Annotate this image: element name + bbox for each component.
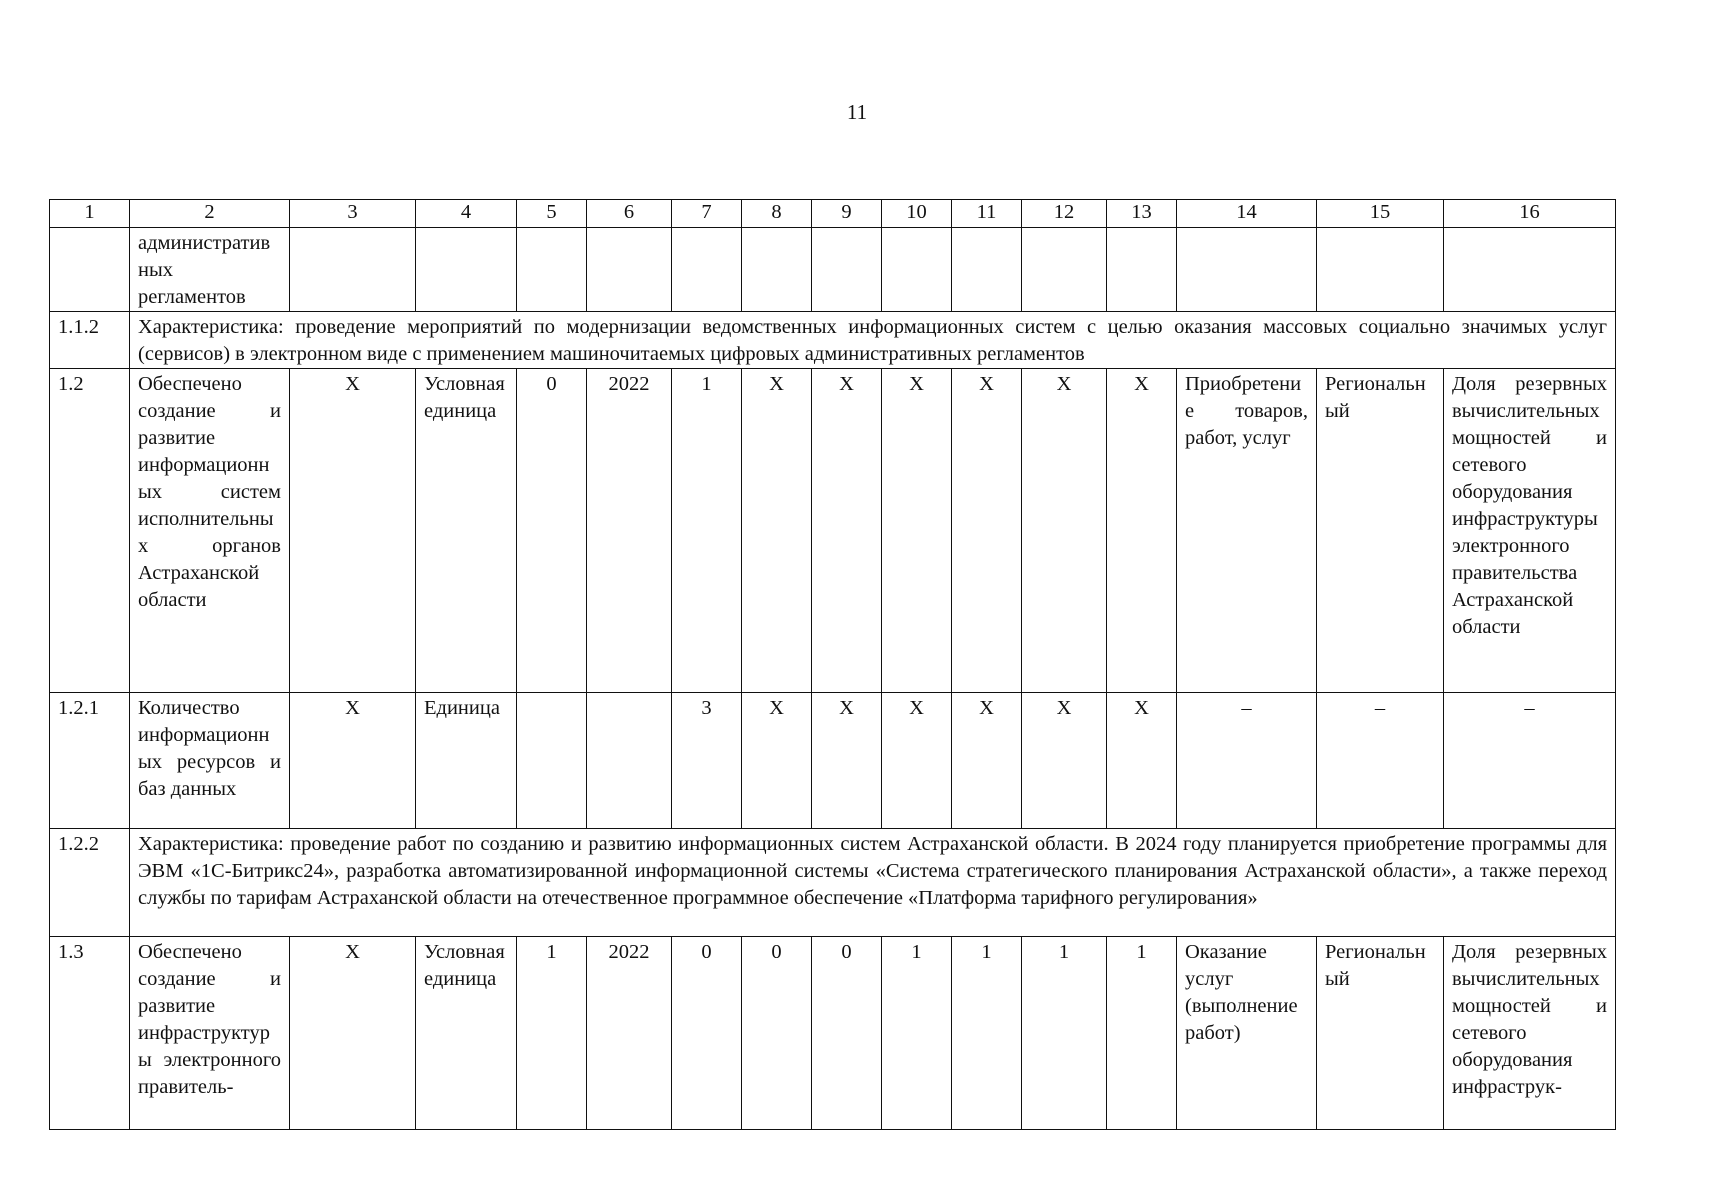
col-header: 15 <box>1317 200 1444 228</box>
cell-value: Х <box>290 937 416 1130</box>
cell-level: – <box>1317 693 1444 829</box>
col-header: 10 <box>882 200 952 228</box>
characteristic-text: Характеристика: проведение работ по созданию и развитию информационных систем Астраханской области. В 2024 году планируется приобретение программы для ЭВМ «1С-Битрикс24», разработка автоматизированной информационной системы «Система стратегического планирования Астраханской области», а также переход службы по тарифам Астраханской области на отечественное программное обеспечение «Платформа тарифного регулирования» <box>130 829 1616 937</box>
table-row <box>50 312 1616 369</box>
table-row <box>50 693 1616 829</box>
cell-value: Х <box>290 369 416 693</box>
col-header: 12 <box>1022 200 1107 228</box>
cell-name: Обеспечено создание и развитие информационных систем исполнительных органов Астраханской области <box>130 369 290 693</box>
cell-type: Оказание услуг (выполнение работ) <box>1177 937 1317 1130</box>
col-header: 13 <box>1107 200 1177 228</box>
cell-type: Приобретение товаров, работ, услуг <box>1177 369 1317 693</box>
cell-value: Х <box>742 693 812 829</box>
cell-value: Х <box>1022 693 1107 829</box>
cell-value: Х <box>882 693 952 829</box>
cell-value: 1 <box>1107 937 1177 1130</box>
col-header: 11 <box>952 200 1022 228</box>
col-header: 8 <box>742 200 812 228</box>
cell-name: Количество информационных ресурсов и баз данных <box>130 693 290 829</box>
characteristic-text: Характеристика: проведение мероприятий по модернизации ведомственных информационных систем с целью оказания массовых социально значимых услуг (сервисов) в электронном виде с применением машиночитаемых цифровых административных регламентов <box>130 312 1616 369</box>
cell-value: 0 <box>742 937 812 1130</box>
col-header: 4 <box>416 200 517 228</box>
cell-unit: Условная единица <box>416 369 517 693</box>
cell-number: 1.3 <box>50 937 130 1130</box>
col-header: 2 <box>130 200 290 228</box>
col-header: 3 <box>290 200 416 228</box>
cell-name: административных регламентов <box>130 228 290 312</box>
col-header: 7 <box>672 200 742 228</box>
cell-indicator: Доля резервных вычислительных мощностей и сетевого оборудования инфраструк- <box>1444 937 1616 1130</box>
col-header: 6 <box>587 200 672 228</box>
table-row <box>50 228 1616 312</box>
cell-year: 2022 <box>587 937 672 1130</box>
cell-value: Х <box>812 369 882 693</box>
plan-table <box>49 199 1616 1130</box>
cell-number: 1.2 <box>50 369 130 693</box>
cell-number: 1.2.2 <box>50 829 130 937</box>
col-header: 9 <box>812 200 882 228</box>
cell-value: Х <box>290 693 416 829</box>
table-row <box>50 937 1616 1130</box>
cell-value: 0 <box>672 937 742 1130</box>
cell-value: 1 <box>517 937 587 1130</box>
col-header: 5 <box>517 200 587 228</box>
cell-year: 2022 <box>587 369 672 693</box>
cell-name: Обеспечено создание и развитие инфраструктуры электронного правитель- <box>130 937 290 1130</box>
cell-value: Х <box>952 693 1022 829</box>
col-header: 16 <box>1444 200 1616 228</box>
col-header: 14 <box>1177 200 1317 228</box>
cell-value <box>517 693 587 829</box>
cell-value: 3 <box>672 693 742 829</box>
cell-value: Х <box>1107 693 1177 829</box>
cell-unit: Единица <box>416 693 517 829</box>
cell-value: Х <box>882 369 952 693</box>
cell-indicator: – <box>1444 693 1616 829</box>
cell-number <box>50 228 130 312</box>
cell-value: 0 <box>812 937 882 1130</box>
cell-value: Х <box>952 369 1022 693</box>
cell-indicator: Доля резервных вычислительных мощностей и сетевого оборудования инфраструктуры электронного правительства Астраханской области <box>1444 369 1616 693</box>
cell-value: Х <box>742 369 812 693</box>
cell-value: 1 <box>882 937 952 1130</box>
cell-number: 1.2.1 <box>50 693 130 829</box>
cell-level: Региональный <box>1317 369 1444 693</box>
cell-value: 1 <box>1022 937 1107 1130</box>
cell-level: Региональный <box>1317 937 1444 1130</box>
cell-value: 0 <box>517 369 587 693</box>
table-row <box>50 369 1616 693</box>
cell-value: Х <box>1022 369 1107 693</box>
cell-number: 1.1.2 <box>50 312 130 369</box>
col-header: 1 <box>50 200 130 228</box>
cell-value: 1 <box>952 937 1022 1130</box>
page-number: 11 <box>846 100 868 124</box>
table-row <box>50 829 1616 937</box>
cell-value: Х <box>1107 369 1177 693</box>
cell-type: – <box>1177 693 1317 829</box>
cell-value: Х <box>812 693 882 829</box>
cell-year <box>587 693 672 829</box>
cell-unit: Условная единица <box>416 937 517 1130</box>
header-row <box>50 200 1616 228</box>
cell-value: 1 <box>672 369 742 693</box>
